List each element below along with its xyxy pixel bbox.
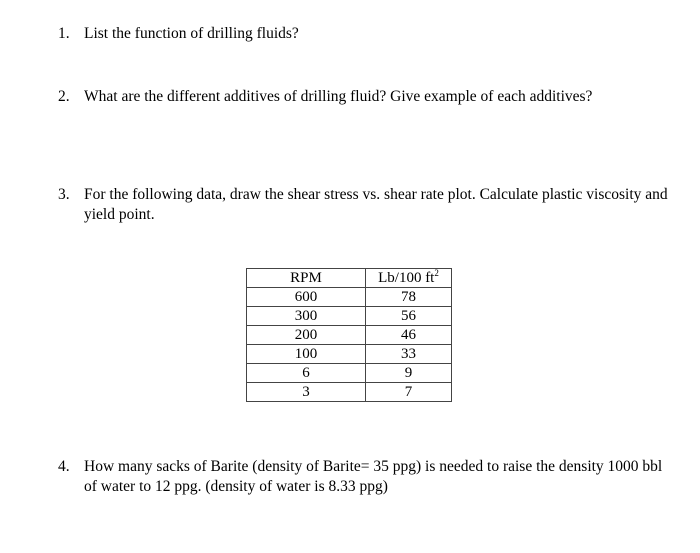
stress-cell: 46 xyxy=(365,326,451,345)
stress-cell: 7 xyxy=(365,383,451,402)
table-header-row xyxy=(247,269,452,288)
stress-header-label: Lb/100 ft xyxy=(378,270,435,286)
question-number: 3. xyxy=(58,186,70,203)
question-1 xyxy=(58,24,673,44)
rheology-data-table xyxy=(246,268,452,402)
rpm-cell: 6 xyxy=(247,364,366,383)
question-number: 1. xyxy=(58,25,70,42)
stress-cell: 9 xyxy=(365,364,451,383)
question-3 xyxy=(58,185,673,225)
stress-cell: 56 xyxy=(365,307,451,326)
question-4 xyxy=(58,457,673,497)
table-row xyxy=(247,383,452,402)
question-text: What are the different additives of drilling fluid? Give example of each additives? xyxy=(84,88,593,105)
rpm-cell: 200 xyxy=(247,326,366,345)
rpm-cell: 3 xyxy=(247,383,366,402)
rpm-header: RPM xyxy=(247,269,366,288)
stress-header xyxy=(365,269,451,288)
table-row xyxy=(247,288,452,307)
rpm-cell: 300 xyxy=(247,307,366,326)
rpm-cell: 100 xyxy=(247,345,366,364)
stress-cell: 33 xyxy=(365,345,451,364)
table-row xyxy=(247,307,452,326)
question-number: 2. xyxy=(58,88,70,105)
stress-header-exponent: 2 xyxy=(434,268,439,278)
table-row xyxy=(247,326,452,345)
table-row xyxy=(247,364,452,383)
table-row xyxy=(247,345,452,364)
question-number: 4. xyxy=(58,458,70,475)
question-text: How many sacks of Barite (density of Barite= 35 ppg) is needed to raise the density 1000 bbl of water to 12 ppg. (density of water is 8.33 ppg) xyxy=(84,458,663,495)
question-text: For the following data, draw the shear stress vs. shear rate plot. Calculate plastic viscosity and yield point. xyxy=(84,186,668,223)
stress-cell: 78 xyxy=(365,288,451,307)
question-text: List the function of drilling fluids? xyxy=(84,25,299,42)
question-2 xyxy=(58,87,673,107)
rpm-cell: 600 xyxy=(247,288,366,307)
